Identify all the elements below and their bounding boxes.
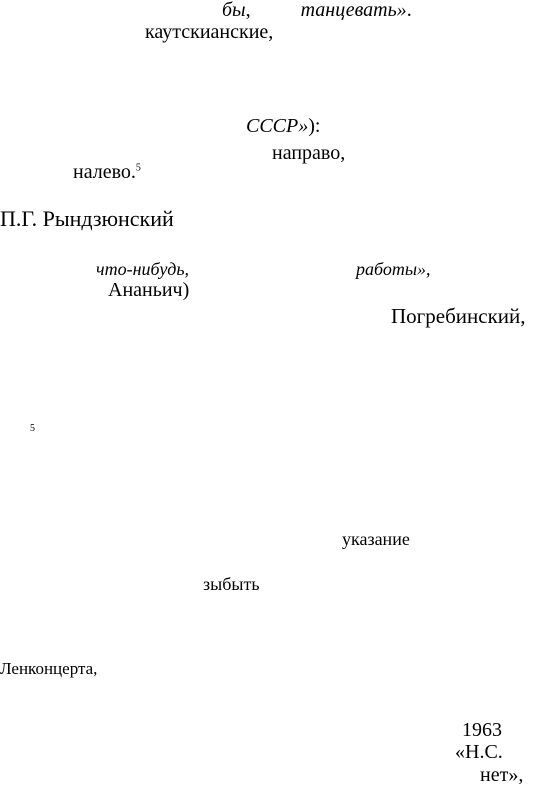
text-fragment-napravo: направо,: [272, 142, 346, 164]
text-fragment-year: 1963: [462, 719, 502, 741]
comma: ,: [426, 259, 431, 279]
italic-word-by: бы: [222, 0, 246, 21]
text-fragment-ryndzyunsky: П.Г. Рындзюнский: [0, 206, 174, 231]
text-fragment-ukazanie: указание: [342, 529, 410, 549]
text-fragment-by-tantsevat: [222, 0, 412, 20]
text-fragment-ns: «Н.С.: [455, 741, 503, 763]
text-fragment-net: нет»,: [480, 764, 524, 786]
comma: ,: [245, 0, 251, 21]
text-fragment-ananich: Ананьич): [108, 279, 190, 301]
text-fragment-raboty: [356, 260, 431, 278]
italic-word-tantsevat: танцевать»: [300, 0, 407, 21]
text-fragment-pogrebinsky: Погребинский,: [391, 304, 526, 328]
text-fragment-sssr: [246, 116, 320, 136]
closing-punctuation: ):: [308, 115, 321, 137]
word-nalevo: налево.: [73, 161, 136, 183]
text-fragment-nalevo: [73, 162, 141, 182]
italic-word-raboty: работы»: [356, 259, 427, 279]
footnote-number: 5: [30, 423, 35, 434]
text-fragment-lenkontserta: Ленконцерта,: [0, 659, 98, 678]
text-fragment-kautskianskie: каутскианские,: [145, 21, 274, 43]
text-fragment-zybyt: зыбыть: [203, 574, 260, 594]
text-fragment-chto-nibud: что-нибудь,: [96, 259, 190, 279]
italic-word-sssr: СССР»: [246, 115, 309, 137]
period: .: [406, 0, 412, 21]
footnote-mark: 5: [135, 162, 141, 174]
